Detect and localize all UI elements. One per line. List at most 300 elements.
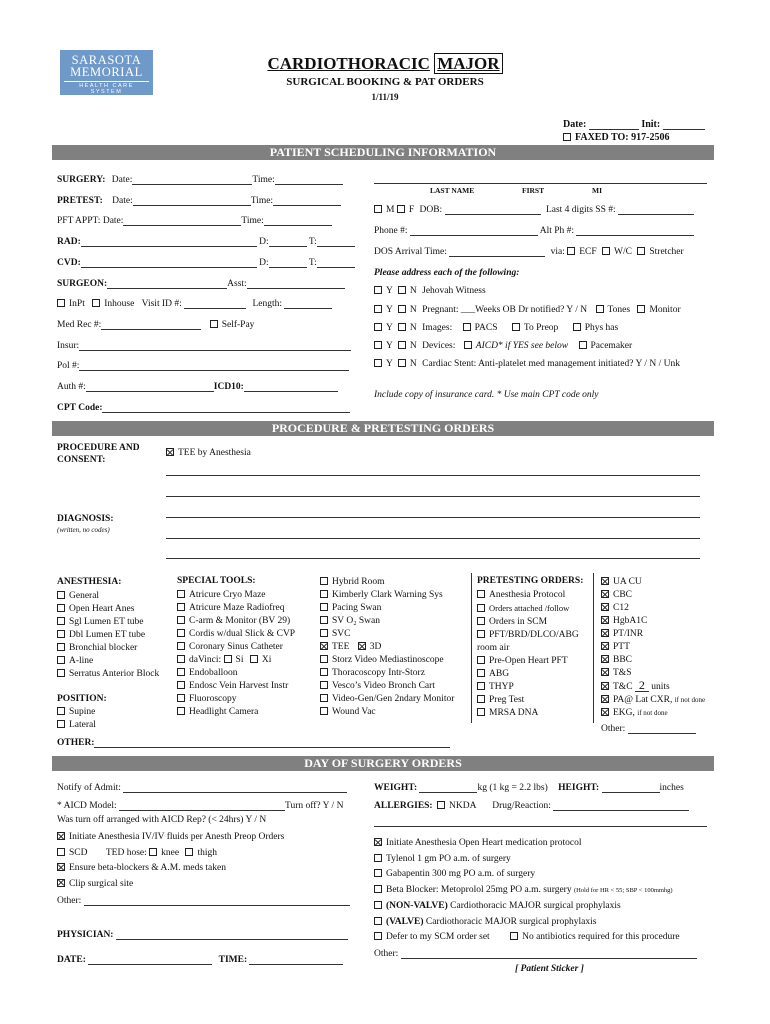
visit-id-field[interactable] <box>184 299 246 309</box>
lab-item <box>601 654 705 667</box>
procedure-line[interactable] <box>166 475 700 476</box>
dos-right-other-label: Other: <box>374 949 399 959</box>
other-label: OTHER: <box>57 738 95 748</box>
tool-label: Cordis w/dual Slick & CVP <box>189 629 296 639</box>
lab-checkbox[interactable] <box>601 629 609 637</box>
defer-item <box>374 930 680 946</box>
drug-reaction-field[interactable] <box>553 801 689 811</box>
init-fluids-checkbox[interactable] <box>57 832 65 840</box>
anesthesia-checkbox[interactable] <box>57 669 65 677</box>
lab-checkbox[interactable] <box>601 590 609 598</box>
thigh-checkbox[interactable] <box>185 848 193 856</box>
rad-t-field[interactable] <box>317 237 355 247</box>
tool-item <box>177 680 295 693</box>
tool-item <box>177 641 295 654</box>
icd10-field[interactable] <box>244 382 338 392</box>
devices-n-label: N <box>409 341 417 351</box>
pretest-divider-left <box>471 573 472 723</box>
header-init-label: Init: <box>641 119 661 130</box>
surgery-label: SURGERY: <box>57 175 106 185</box>
surgery-date-label: Date: <box>111 175 133 185</box>
tool-label: C-arm & Monitor (BV 29) <box>189 616 291 626</box>
gabapentin-label: Gabapentin 300 mg PO a.m. of surgery <box>386 869 536 880</box>
rad-d-field[interactable] <box>269 237 307 247</box>
tool-item <box>177 615 295 628</box>
devices-y-label: Y <box>386 341 393 351</box>
dob-field[interactable] <box>445 205 541 215</box>
special-tools-title: SPECIAL TOOLS: <box>177 576 256 586</box>
logo-line1: SARASOTA <box>71 53 142 67</box>
equipment-checkbox[interactable] <box>320 603 328 611</box>
cxr-item <box>601 694 705 707</box>
phys-has-checkbox[interactable] <box>573 323 581 331</box>
tool-item <box>177 589 295 602</box>
anesthesia-title: ANESTHESIA: <box>57 577 122 587</box>
date-time-row <box>57 955 343 965</box>
pft-checkbox[interactable] <box>477 630 485 638</box>
procedure-consent-label <box>57 442 140 466</box>
pretest-item <box>477 629 579 642</box>
pretest-item <box>477 694 579 707</box>
lab-item <box>601 576 705 589</box>
pacemaker-checkbox[interactable] <box>579 341 587 349</box>
inpt-row <box>57 299 332 309</box>
devices-n-checkbox[interactable] <box>398 341 406 349</box>
weight-label: WEIGHT: <box>374 783 418 793</box>
auth-label: Auth #: <box>57 382 86 392</box>
pft-time-field[interactable] <box>264 216 332 226</box>
surgeon-field[interactable] <box>107 279 227 289</box>
davinci-label: daVinci: <box>189 655 222 665</box>
jehovah-y-checkbox[interactable] <box>374 286 382 294</box>
other-field[interactable] <box>94 738 450 748</box>
knee-checkbox[interactable] <box>149 848 157 856</box>
images-row <box>374 323 618 333</box>
three-d-checkbox[interactable] <box>358 642 366 650</box>
stent-y-label: Y <box>386 359 393 369</box>
header-date-field[interactable] <box>589 120 639 130</box>
physician-row <box>57 930 348 940</box>
monitor-checkbox[interactable] <box>637 305 645 313</box>
pretest-item <box>477 602 579 616</box>
logo-line3: HEALTH CARE SYSTEM <box>64 81 149 95</box>
cxr-label: PA@ Lat CXR, <box>613 695 673 705</box>
form-subtitle: SURGICAL BOOKING & PAT ORDERS <box>286 76 484 88</box>
procedure-line[interactable] <box>166 496 700 497</box>
ekg-checkbox[interactable] <box>601 708 609 716</box>
hold-note: (Hold for HR < 55; SBP < 100mmhg) <box>573 887 673 895</box>
anesthesia-item <box>57 603 159 616</box>
clip-item <box>57 877 284 893</box>
equipment-checkbox[interactable] <box>320 577 328 585</box>
dos-left-orders <box>57 830 284 892</box>
pft-date-label: Date: <box>102 216 124 226</box>
equipment-label: Video-Gen/Gen 2ndary Monitor <box>332 694 455 704</box>
tool-checkbox[interactable] <box>177 616 185 624</box>
nonvalve-checkbox[interactable] <box>374 901 382 909</box>
header-init-field[interactable] <box>663 120 705 130</box>
oh-protocol-checkbox[interactable] <box>374 838 382 846</box>
tc-units-value[interactable]: 2 <box>635 680 649 692</box>
cpt-field[interactable] <box>102 403 350 413</box>
pretest-checkbox[interactable] <box>477 682 485 690</box>
lab-label: CBC <box>613 590 633 600</box>
med-rec-field[interactable] <box>101 320 201 330</box>
pretest-checkbox[interactable] <box>477 695 485 703</box>
anesthesia-checkbox[interactable] <box>57 604 65 612</box>
notify-label: Notify of Admit: <box>57 783 121 793</box>
equipment-label: Pacing Swan <box>332 603 382 613</box>
pol-field[interactable] <box>79 361 349 371</box>
patient-sticker-label: [ Patient Sticker ] <box>515 964 584 974</box>
orders-scm-label: Orders in SCM <box>489 617 548 627</box>
stent-n-checkbox[interactable] <box>398 359 406 367</box>
anesthesia-label: Dbl Lumen ET tube <box>69 630 146 640</box>
procedure-consent-line2: CONSENT: <box>57 455 106 465</box>
to-preop-checkbox[interactable] <box>512 323 520 331</box>
jehovah-y-label: Y <box>386 286 393 296</box>
equipment-item <box>320 628 454 641</box>
tee-anesthesia-checkbox[interactable] <box>166 448 174 456</box>
pft-time-label: Time: <box>241 216 264 226</box>
weight-field[interactable] <box>419 783 477 793</box>
no-antibiotics-checkbox[interactable] <box>510 932 518 940</box>
tylenol-label: Tylenol 1 gm PO a.m. of surgery <box>386 853 511 864</box>
diagnosis-line[interactable] <box>166 517 700 518</box>
images-y-checkbox[interactable] <box>374 323 382 331</box>
diagnosis-label: DIAGNOSIS: <box>57 514 114 524</box>
pft-date-field[interactable] <box>123 216 241 226</box>
anesthesia-item <box>57 629 159 642</box>
tool-checkbox[interactable] <box>177 707 185 715</box>
lab-item <box>601 602 705 615</box>
pft-label: PFT/BRD/DLCO/ABG <box>489 630 579 640</box>
gabapentin-checkbox[interactable] <box>374 869 382 877</box>
lab-checkbox[interactable] <box>601 655 609 663</box>
defer-scm-checkbox[interactable] <box>374 932 382 940</box>
lab-checkbox[interactable] <box>601 603 609 611</box>
day-of-surgery-bar: DAY OF SURGERY ORDERS <box>52 756 714 771</box>
equipment-checkbox[interactable] <box>320 616 328 624</box>
equipment-checkbox[interactable] <box>320 694 328 702</box>
tee-label: TEE <box>332 642 350 652</box>
ecf-checkbox[interactable] <box>567 247 575 255</box>
anesthesia-checkbox[interactable] <box>57 643 65 651</box>
inhouse-checkbox[interactable] <box>92 299 100 307</box>
gabapentin-item <box>374 867 680 883</box>
jehovah-label: Jehovah Witness <box>422 286 486 296</box>
tc-checkbox[interactable] <box>601 682 609 690</box>
anesthesia-label: Bronchial blocker <box>69 643 138 653</box>
tee-checkbox[interactable] <box>320 642 328 650</box>
tool-checkbox[interactable] <box>177 681 185 689</box>
insurance-note: Include copy of insurance card. * Use main CPT code only <box>374 390 599 400</box>
pretest-item <box>477 616 579 629</box>
insur-row <box>57 341 351 351</box>
clip-checkbox[interactable] <box>57 879 65 887</box>
height-field[interactable] <box>602 783 660 793</box>
equipment-checkbox[interactable] <box>320 707 328 715</box>
turn-off-label: Turn off? Y / N <box>285 801 344 811</box>
pretest-label: PRETEST: <box>57 196 103 206</box>
lab-label: PT/INR <box>613 629 644 639</box>
pretest-date-field[interactable] <box>133 196 251 206</box>
name-line[interactable] <box>374 183 707 184</box>
ted-label: TED hose: <box>105 847 147 858</box>
stretcher-checkbox[interactable] <box>637 247 645 255</box>
visit-id-label: Visit ID #: <box>141 299 182 309</box>
valve-checkbox[interactable] <box>374 917 382 925</box>
equipment-checkbox[interactable] <box>320 668 328 676</box>
equipment-item <box>320 589 454 602</box>
pregnant-y-checkbox[interactable] <box>374 305 382 313</box>
beta-blockers-checkbox[interactable] <box>57 863 65 871</box>
asst-label: Asst: <box>227 279 247 289</box>
aicd-model-row <box>57 801 343 811</box>
nkda-checkbox[interactable] <box>437 801 445 809</box>
anesthesia-item <box>57 655 159 668</box>
pretest-checkbox[interactable] <box>477 656 485 664</box>
dos-arrival-row <box>374 247 684 257</box>
sign-date-label: DATE: <box>57 955 86 965</box>
cardiac-stent-label: Cardiac Stent: Anti-platelet med management initiated? Y / N / Unk <box>422 359 680 369</box>
lab-label: T&S <box>613 668 632 678</box>
lab-other-row <box>601 724 696 734</box>
phone-row <box>374 226 694 236</box>
images-n-checkbox[interactable] <box>398 323 406 331</box>
equipment-label: SV O₂ Swan <box>332 616 381 626</box>
knee-label: knee <box>161 847 180 858</box>
tee-item <box>320 641 454 654</box>
tool-label: Headlight Camera <box>189 707 259 717</box>
alt-ph-field[interactable] <box>576 226 694 236</box>
xi-checkbox[interactable] <box>250 655 258 663</box>
tylenol-checkbox[interactable] <box>374 854 382 862</box>
pregnant-n-checkbox[interactable] <box>398 305 406 313</box>
pretest-time-label: Time: <box>250 196 274 206</box>
form-title <box>0 54 770 74</box>
insur-field[interactable] <box>79 341 351 351</box>
diagnosis-line[interactable] <box>166 558 700 559</box>
anesthesia-label: Serratus Anterior Block <box>69 669 160 679</box>
anesthesia-checkbox[interactable] <box>57 630 65 638</box>
pretest-label: Pre-Open Heart PFT <box>489 656 568 666</box>
beta-blocker-checkbox[interactable] <box>374 885 382 893</box>
cvd-field[interactable] <box>81 258 257 268</box>
allergies-line[interactable] <box>374 826 707 827</box>
auth-row <box>57 382 338 392</box>
si-checkbox[interactable] <box>224 655 232 663</box>
inpt-checkbox[interactable] <box>57 299 65 307</box>
dos-other-label: Other: <box>57 896 82 906</box>
cxr-checkbox[interactable] <box>601 695 609 703</box>
devices-y-checkbox[interactable] <box>374 341 382 349</box>
anesthesia-item <box>57 616 159 629</box>
stent-y-checkbox[interactable] <box>374 359 382 367</box>
tool-label: Endosc Vein Harvest Instr <box>189 681 289 691</box>
nonvalve-tag: (NON-VALVE) <box>386 900 448 911</box>
pretest-label: MRSA DNA <box>489 708 539 718</box>
pretest-row <box>57 196 341 206</box>
phone-field[interactable] <box>410 226 538 236</box>
tones-label: Tones <box>607 305 631 315</box>
equipment-checkbox[interactable] <box>320 681 328 689</box>
dos-arrival-label: DOS Arrival Time: <box>374 247 447 257</box>
rad-field[interactable] <box>81 237 257 247</box>
cpt-label: CPT Code: <box>57 403 103 413</box>
lab-checkbox[interactable] <box>601 616 609 624</box>
oh-protocol-item <box>374 836 680 852</box>
pacs-label: PACS <box>474 323 498 333</box>
pretest-label: Preg Test <box>489 695 525 705</box>
faxed-row <box>563 132 669 143</box>
special-tools-list <box>177 589 295 719</box>
jehovah-row <box>374 286 486 296</box>
auth-field[interactable] <box>86 382 214 392</box>
self-pay-checkbox[interactable] <box>210 320 218 328</box>
anesthesia-checkbox[interactable] <box>57 656 65 664</box>
orders-scm-checkbox[interactable] <box>477 617 485 625</box>
lab-checkbox[interactable] <box>601 642 609 650</box>
tool-item <box>177 693 295 706</box>
images-n-label: N <box>409 323 417 333</box>
anesthesia-checkbox[interactable] <box>57 591 65 599</box>
images-y-label: Y <box>386 323 393 333</box>
scd-checkbox[interactable] <box>57 848 65 856</box>
three-d-label: 3D <box>369 642 382 652</box>
lab-other-field[interactable] <box>628 724 696 734</box>
anesthesia-item <box>57 668 159 681</box>
tool-checkbox[interactable] <box>177 668 185 676</box>
cvd-label: CVD: <box>57 258 81 268</box>
female-checkbox[interactable] <box>397 205 405 213</box>
lateral-checkbox[interactable] <box>57 720 65 728</box>
tee-anesthesia-row <box>166 448 251 458</box>
sign-time-field[interactable] <box>249 955 343 965</box>
diagnosis-line[interactable] <box>166 538 700 539</box>
pretest-checkbox[interactable] <box>477 669 485 677</box>
asst-field[interactable] <box>247 279 345 289</box>
pretest-label: THYP <box>489 682 514 692</box>
cvd-t-field[interactable] <box>317 258 355 268</box>
position-list <box>57 706 96 732</box>
anesthesia-list <box>57 590 159 681</box>
sign-time-label: TIME: <box>218 955 248 965</box>
dos-right-other-row <box>374 949 697 959</box>
lab-label: HgbA1C <box>613 616 648 626</box>
orders-attached-checkbox[interactable] <box>477 604 485 612</box>
pretest-time-field[interactable] <box>273 196 341 206</box>
surgeon-label: SURGEON: <box>57 279 108 289</box>
init-fluids-label: Initiate Anesthesia IV/IV fluids per Anesth Preop Orders <box>69 832 285 842</box>
patient-scheduling-bar: PATIENT SCHEDULING INFORMATION <box>52 145 714 160</box>
notify-row <box>57 783 347 793</box>
pretest-checkbox[interactable] <box>477 708 485 716</box>
logo-line2: MEMORIAL <box>70 65 143 79</box>
pregnant-label: Pregnant: ___Weeks OB Dr notified? Y / N <box>422 305 588 315</box>
notify-field[interactable] <box>123 783 347 793</box>
address-note: Please address each of the following: <box>374 268 520 278</box>
surgery-row <box>57 175 343 185</box>
oh-protocol-label: Initiate Anesthesia Open Heart medication protocol <box>386 838 582 848</box>
length-field[interactable] <box>284 299 332 309</box>
wc-checkbox[interactable] <box>602 247 610 255</box>
anes-protocol-checkbox[interactable] <box>477 590 485 598</box>
supine-checkbox[interactable] <box>57 707 65 715</box>
ecf-label: ECF <box>579 247 597 257</box>
jehovah-n-checkbox[interactable] <box>398 286 406 294</box>
pretest-item <box>477 707 579 720</box>
tool-item <box>177 706 295 719</box>
lab-item <box>601 628 705 641</box>
lab-checkbox[interactable] <box>601 668 609 676</box>
dos-right-other-field[interactable] <box>401 949 697 959</box>
tool-checkbox[interactable] <box>177 629 185 637</box>
davinci-checkbox[interactable] <box>177 655 185 663</box>
equipment-checkbox[interactable] <box>320 590 328 598</box>
tool-checkbox[interactable] <box>177 590 185 598</box>
dos-other-field[interactable] <box>84 896 350 906</box>
procedure-consent-line1: PROCEDURE AND <box>57 443 140 453</box>
ss-label: Last 4 digits SS #: <box>545 205 616 215</box>
physician-signature-field[interactable] <box>116 930 348 940</box>
nkda-label: NKDA <box>448 801 476 811</box>
anesthesia-label: General <box>69 591 100 601</box>
tool-checkbox[interactable] <box>177 603 185 611</box>
aicd-checkbox[interactable] <box>464 341 472 349</box>
pacs-checkbox[interactable] <box>463 323 471 331</box>
davinci-item <box>177 654 295 667</box>
allergies-label: ALLERGIES: <box>374 801 433 811</box>
tool-label: Endoballoon <box>189 668 238 678</box>
title-part2: MAJOR <box>434 53 502 74</box>
tool-checkbox[interactable] <box>177 642 185 650</box>
ss-field[interactable] <box>618 205 694 215</box>
anesthesia-label: A-line <box>69 656 94 666</box>
equipment-checkbox[interactable] <box>320 629 328 637</box>
sign-date-field[interactable] <box>88 955 212 965</box>
surgery-date-field[interactable] <box>132 175 252 185</box>
anesthesia-label: Open Heart Anes <box>69 604 135 614</box>
aicd-model-field[interactable] <box>119 801 285 811</box>
valve-item <box>374 915 680 931</box>
faxed-checkbox[interactable] <box>563 133 571 141</box>
lab-label: UA CU <box>613 577 642 587</box>
cvd-d-field[interactable] <box>269 258 307 268</box>
equipment-checkbox[interactable] <box>320 655 328 663</box>
tool-label: Atricure Cryo Maze <box>189 590 266 600</box>
male-checkbox[interactable] <box>374 205 382 213</box>
dos-arrival-field[interactable] <box>449 247 545 257</box>
form-version-date: 1/11/19 <box>371 92 399 102</box>
tones-checkbox[interactable] <box>596 305 604 313</box>
scd-item <box>57 846 284 862</box>
dos-right-orders <box>374 836 680 946</box>
mi-label: MI <box>592 186 602 195</box>
lab-item <box>601 667 705 680</box>
anesthesia-checkbox[interactable] <box>57 617 65 625</box>
stretcher-label: Stretcher <box>649 247 684 257</box>
surgery-time-field[interactable] <box>275 175 343 185</box>
tylenol-item <box>374 852 680 868</box>
tool-checkbox[interactable] <box>177 694 185 702</box>
anesthesia-item <box>57 590 159 603</box>
dos-other-row <box>57 896 350 906</box>
lab-checkbox[interactable] <box>601 577 609 585</box>
lab-label: C12 <box>613 603 629 613</box>
weight-row <box>374 783 684 793</box>
pretesting-list <box>477 589 579 720</box>
